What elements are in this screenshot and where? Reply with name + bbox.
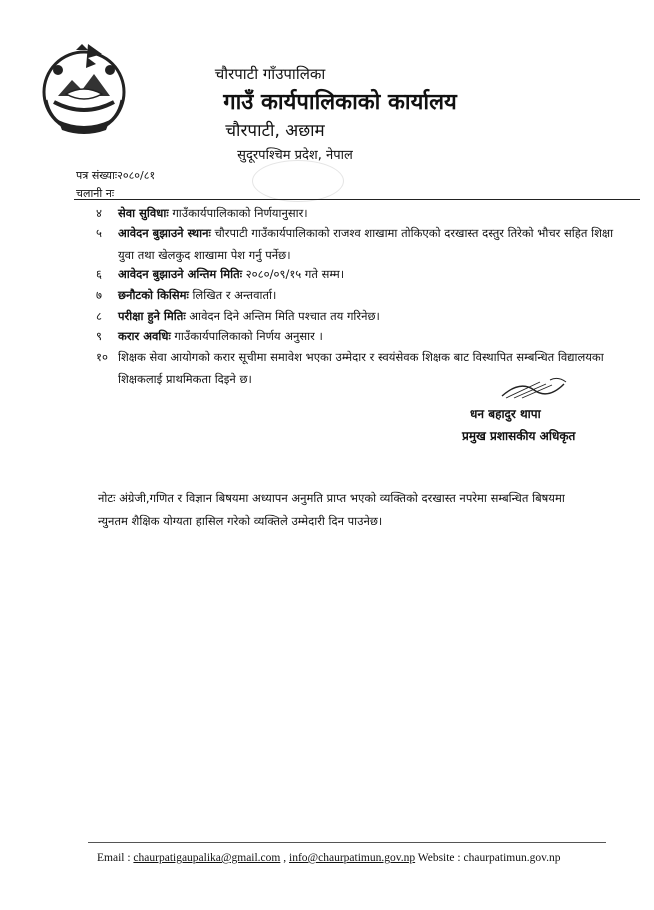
office-title: गाउँ कार्यपालिकाको कार्यालय xyxy=(223,90,457,115)
list-item: ८ परीक्षा हुने मितिः आवेदन दिने अन्तिम मिति पश्चात तय गरिनेछ। xyxy=(96,309,380,323)
province-line: सुदूरपश्चिम प्रदेश, नेपाल xyxy=(237,148,353,163)
note-paragraph: नोटः अंग्रेजी,गणित र विज्ञान बिषयमा अध्यापन अनुमति प्राप्त भएको व्यक्तिको दरखास्त नपरेमा सम्बन्धित बिषयमा न्युनतम शैक्षिक योग्यता हासिल गरेको व्यक्तिले उम्मेदारी दिन पाउनेछ। xyxy=(98,491,565,528)
signature-mark xyxy=(500,376,570,402)
office-location: चौरपाटी, अछाम xyxy=(225,121,325,141)
list-item: ५ आवेदन बुझाउने स्थानः चौरपाटी गाउँकार्यपालिकाको राजश्व शाखामा तोकिएको दरखास्त दस्तुर तिरेको भौचर सहित शिक्षा युवा तथा खेलकुद शाखामा पेश गर्नु पर्नेछ। xyxy=(96,226,614,262)
header-divider xyxy=(74,199,640,200)
email-link-primary[interactable]: chaurpatigaupalika@gmail.com xyxy=(133,852,281,864)
office-stamp xyxy=(252,160,344,202)
contact-footer: Email : chaurpatigaupalika@gmail.com , info@chaurpatimun.gov.np Website : chaurpatimun.gov.np xyxy=(97,852,561,864)
nepal-emblem-icon xyxy=(36,40,132,136)
list-item: ६ आवेदन बुझाउने अन्तिम मितिः २०८०/०९/१५ गते सम्म। xyxy=(96,267,345,281)
list-item: ४ सेवा सुविधाः गाउँकार्यपालिकाको निर्णयानुसार। xyxy=(96,206,308,220)
signatory-title: प्रमुख प्रशासकीय अधिकृत xyxy=(462,429,576,443)
list-item: ९ करार अवधिः गाउँकार्यपालिकाको निर्णय अनुसार । xyxy=(96,329,323,343)
list-item: १० शिक्षक सेवा आयोगको करार सूचीमा समावेश भएका उम्मेदार र स्वयंसेवक शिक्षक बाट विस्थापित सम्बन्धित विद्यालयका शिक्षकलाई प्राथमिकता दिइने छ। xyxy=(96,350,604,386)
list-item: ७ छनौटको किसिमः लिखित र अन्तवार्ता। xyxy=(96,288,277,302)
email-link-info[interactable]: info@chaurpatimun.gov.np xyxy=(289,852,416,864)
letter-reference-number: पत्र संख्याः२०८०/८१ xyxy=(76,169,156,182)
signatory-name: धन बहादुर थापा xyxy=(470,407,541,421)
website-text[interactable]: chaurpatimun.gov.np xyxy=(463,852,561,864)
footer-divider xyxy=(88,842,606,843)
dispatch-number: चलानी नः xyxy=(76,187,115,200)
municipality-name: चौरपाटी गाँउपालिका xyxy=(214,65,326,83)
